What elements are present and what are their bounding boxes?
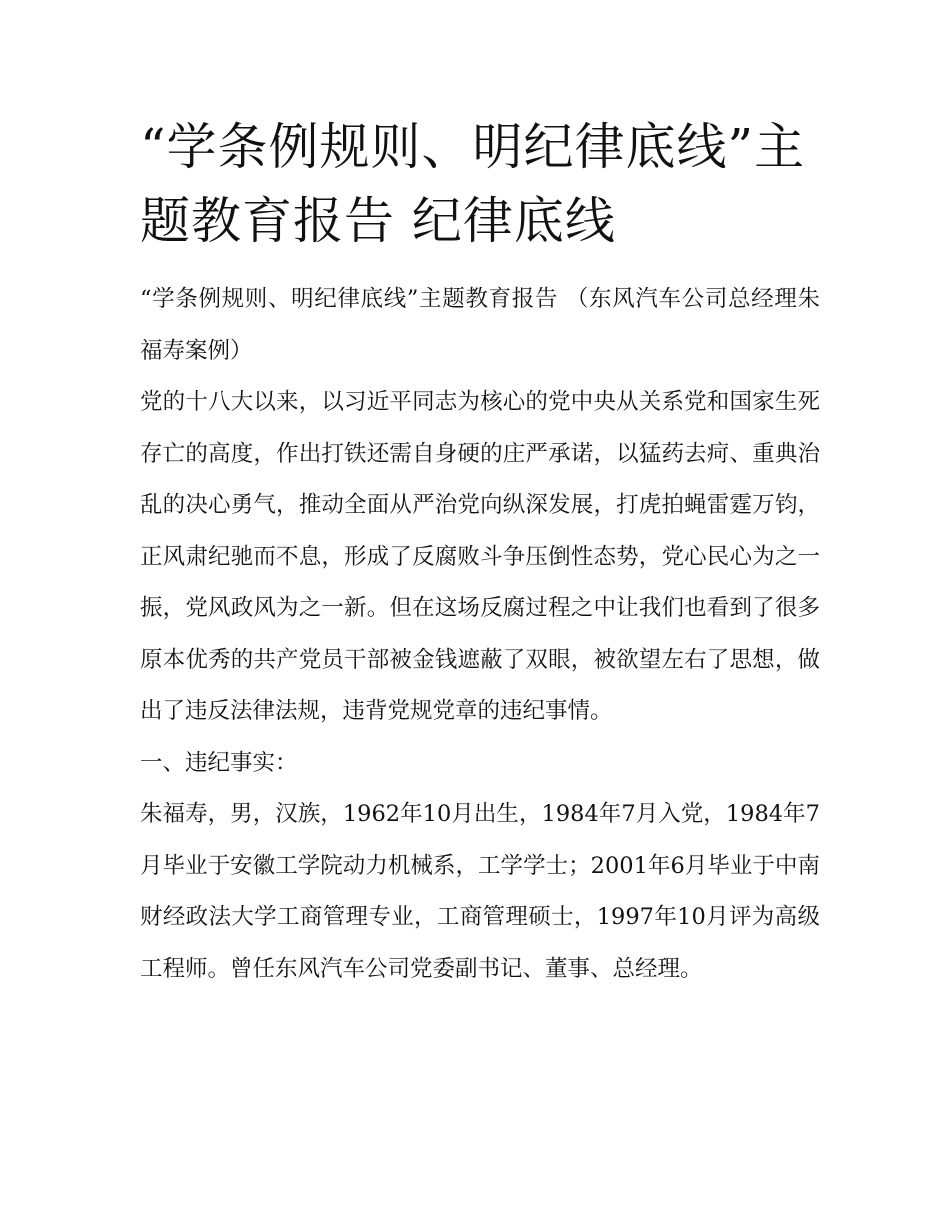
body-paragraph-intro: 党的十八大以来，以习近平同志为核心的党中央从关系党和国家生死存亡的高度，作出打铁还需自身硬的庄严承诺，以猛药去疴、重典治乱的决心勇气，推动全面从严治党向纵深发展，打虎拍蝇雷霆万钧，正风肃纪驰而不息，形成了反腐败斗争压倒性态势，党心民心为之一振，党风政风为之一新。但在这场反腐过程之中让我们也看到了很多原本优秀的共产党员干部被金钱遮蔽了双眼，被欲望左右了思想，做出了违反法律法规，违背党规党章的违纪事情。 <box>140 389 820 724</box>
document-subtitle: “学条例规则、明纪律底线”主题教育报告 （东风汽车公司总经理朱福寿案例） <box>140 286 820 364</box>
document-page <box>140 110 820 995</box>
section-heading-violation-facts: 一、违纪事实： <box>140 749 298 776</box>
body-paragraph-biography: 朱福寿，男，汉族，1962年10月出生，1984年7月入党，1984年7月毕业于安徽工学院动力机械系，工学学士；2001年6月毕业于中南财经政法大学工商管理专业，工商管理硕士，1997年10月评为高级工程师。曾任东风汽车公司党委副书记、董事、总经理。 <box>140 801 820 982</box>
document-title: “学条例规则、明纪律底线”主题教育报告 纪律底线 <box>140 118 806 250</box>
